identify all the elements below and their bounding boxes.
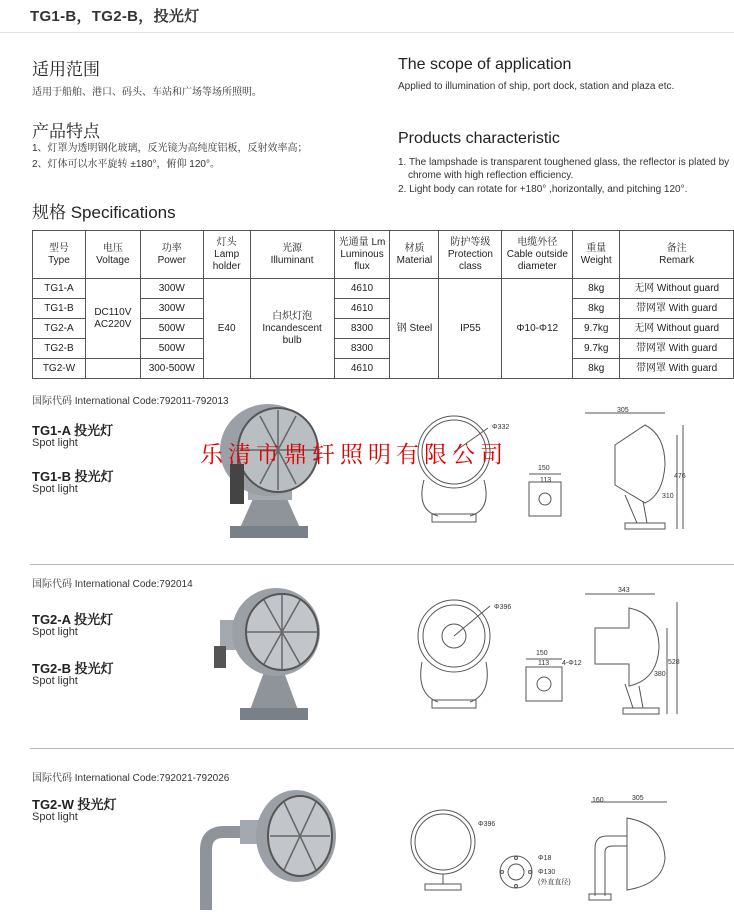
product-3-model-sub: Spot light <box>32 811 78 823</box>
cell-weight: 8kg <box>573 279 620 299</box>
product-1-code: 国际代码 International Code:792011-792013 <box>32 396 229 407</box>
col-protection: 防护等级 Protection class <box>439 231 502 279</box>
scope-zh-heading: 适用范围 <box>32 60 100 79</box>
cell-remark: 带网罩 With guard <box>620 299 734 319</box>
dim-side-w2-3: 305 <box>632 795 644 802</box>
cell-voltage-empty <box>85 359 140 379</box>
col-cable: 电缆外径 Cable outside diameter <box>502 231 573 279</box>
features-en-heading: Products characteristic <box>398 130 560 147</box>
spec-header-row <box>33 231 734 279</box>
cell-flux: 8300 <box>334 339 390 359</box>
features-en-item-1-cont: chrome with high reflection efficiency. <box>408 170 574 181</box>
features-zh-item-1: 1、灯罩为透明钢化玻璃，反光镜为高纯度铝板，反射效率高； <box>32 143 308 154</box>
dim-side-w-2: 343 <box>618 587 630 594</box>
cell-illuminant: 白炽灯泡 Incandescent bulb <box>250 279 334 379</box>
cell-type: TG1-A <box>33 279 86 299</box>
dim-hole-3: Φ18 <box>538 855 552 862</box>
product-1-model-a-sub: Spot light <box>32 437 78 449</box>
cell-protection: IP55 <box>439 279 502 379</box>
product-2-model-b: TG2-B 投光灯 <box>32 661 114 676</box>
scope-zh-text: 适用于船舶、港口、码头、车站和广场等场所照明。 <box>32 87 262 98</box>
features-zh-item-2: 2、灯体可以水平旋转 ±180°，俯仰 120°。 <box>32 159 220 170</box>
dim-side-h1-2: 380 <box>654 671 666 678</box>
cell-remark: 带网罩 With guard <box>620 359 734 379</box>
col-material: 材质 Material <box>390 231 439 279</box>
dim-side-w-1: 305 <box>617 407 629 414</box>
drawing-tg2w-front <box>405 798 485 893</box>
col-voltage: 电压 Voltage <box>85 231 140 279</box>
cell-flux: 4610 <box>334 279 390 299</box>
col-illuminant: 光源 Illuminant <box>250 231 334 279</box>
product-1-model-b: TG1-B 投光灯 <box>32 469 114 484</box>
table-row <box>33 279 734 299</box>
product-3-code: 国际代码 International Code:792021-792026 <box>32 773 230 784</box>
product-1-model-b-sub: Spot light <box>32 483 78 495</box>
col-power: 功率 Power <box>140 231 203 279</box>
cell-power: 300W <box>140 299 203 319</box>
spec-heading: 规格 Specifications <box>32 203 176 222</box>
dim-front-dia-2: Φ396 <box>494 604 512 611</box>
cell-weight: 9.7kg <box>573 339 620 359</box>
cell-power: 300W <box>140 279 203 299</box>
col-luminous-flux: 光通量 Lm Luminous flux <box>334 231 390 279</box>
company-watermark: 乐清市鼎轩照明有限公司 <box>200 442 508 468</box>
product-1-model-a: TG1-A 投光灯 <box>32 423 114 438</box>
dim-base-w-1: 150 <box>538 465 550 472</box>
cell-type: TG2-W <box>33 359 86 379</box>
cell-remark: 无网 Without guard <box>620 279 734 299</box>
dim-side-h1-1: 310 <box>662 493 674 500</box>
cell-flux: 4610 <box>334 299 390 319</box>
section-divider <box>30 564 734 565</box>
features-en-item-2: 2. Light body can rotate for +180° ,horizontally, and pitching 120°. <box>398 184 688 195</box>
col-remark: 备注 Remark <box>620 231 734 279</box>
cell-power: 500W <box>140 319 203 339</box>
product-2-code: 国际代码 International Code:792014 <box>32 579 193 590</box>
dim-holes-2: 4-Φ12 <box>562 660 582 667</box>
product-2-model-a: TG2-A 投光灯 <box>32 612 114 627</box>
page-title: TG1-B，TG2-B，投光灯 <box>30 8 200 25</box>
dim-base-w-2: 150 <box>536 650 548 657</box>
product-2-model-b-sub: Spot light <box>32 675 78 687</box>
title-divider <box>0 32 734 33</box>
dim-front-dia-3: Φ396 <box>478 821 496 828</box>
cell-type: TG2-B <box>33 339 86 359</box>
dim-flange-note-3: (外直直径) <box>538 879 571 886</box>
drawing-tg2-front <box>410 598 510 718</box>
table-row <box>33 359 734 379</box>
lamp-photo-tg1 <box>200 398 330 548</box>
cell-cable: Φ10-Φ12 <box>502 279 573 379</box>
lamp-photo-tg2 <box>200 580 330 730</box>
cell-power: 300-500W <box>140 359 203 379</box>
dim-side-h2-1: 476 <box>674 473 686 480</box>
drawing-tg2w-flange <box>496 852 536 892</box>
features-en-item-1: 1. The lampshade is transparent toughened glass, the reflector is plated by <box>398 157 730 168</box>
scope-en-text: Applied to illumination of ship, port dock, station and plaza etc. <box>398 81 675 92</box>
cell-type: TG1-B <box>33 299 86 319</box>
cell-remark: 无网 Without guard <box>620 319 734 339</box>
drawing-tg2w-side <box>585 798 675 903</box>
section-divider <box>30 748 734 749</box>
cell-voltage: DC110V AC220V <box>85 279 140 359</box>
cell-power: 500W <box>140 339 203 359</box>
col-weight: 重量 Weight <box>573 231 620 279</box>
dim-base-in-1: 113 <box>540 477 552 484</box>
cell-material: 钢 Steel <box>390 279 439 379</box>
features-zh-heading: 产品特点 <box>32 122 100 141</box>
col-lamp-holder: 灯头 Lamp holder <box>203 231 250 279</box>
cell-holder: E40 <box>203 279 250 379</box>
spec-table <box>32 230 734 379</box>
scope-en-heading: The scope of application <box>398 56 572 73</box>
col-type: 型号 Type <box>33 231 86 279</box>
product-3-model: TG2-W 投光灯 <box>32 797 117 812</box>
dim-front-dia-1: Φ332 <box>492 424 510 431</box>
cell-weight: 9.7kg <box>573 319 620 339</box>
cell-weight: 8kg <box>573 299 620 319</box>
cell-flux: 8300 <box>334 319 390 339</box>
cell-remark: 带网罩 With guard <box>620 339 734 359</box>
product-2-model-a-sub: Spot light <box>32 626 78 638</box>
lamp-photo-tg2w <box>200 780 340 913</box>
cell-weight: 8kg <box>573 359 620 379</box>
dim-base-in-2: 113 <box>538 660 550 667</box>
dim-side-w1-3: 160 <box>592 797 604 804</box>
dim-flange-3: Φ130 <box>538 869 556 876</box>
cell-flux: 4610 <box>334 359 390 379</box>
cell-type: TG2-A <box>33 319 86 339</box>
dim-side-h2-2: 528 <box>668 659 680 666</box>
